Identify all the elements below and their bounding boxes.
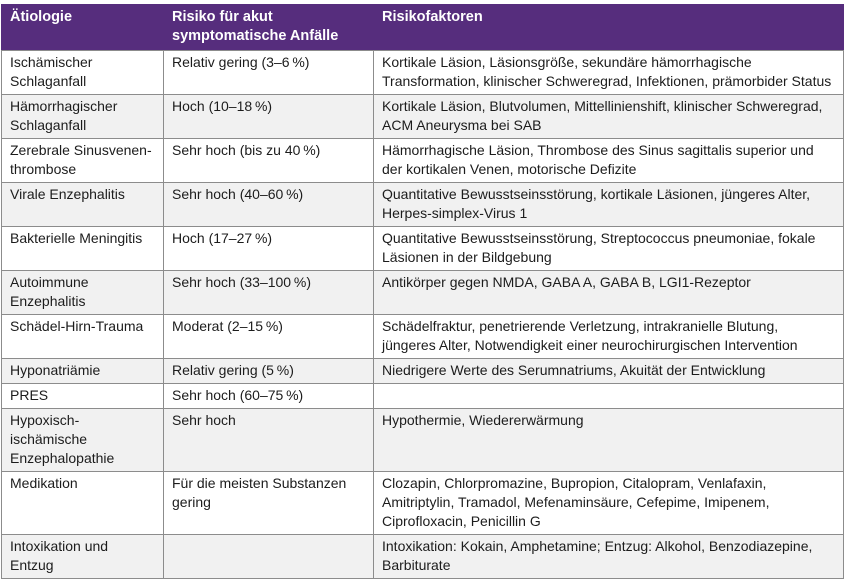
table-row <box>2 227 844 271</box>
cell-risk-factors: Niedrigere Werte des Serumnatriums, Akuität der Entwicklung <box>374 359 844 384</box>
column-header-risk-factors: Risikofaktoren <box>374 5 844 51</box>
cell-risk-factors: Hypothermie, Wiedererwärmung <box>374 409 844 472</box>
table-row <box>2 315 844 359</box>
cell-risk-factors: Intoxikation: Kokain, Amphetamine; Entzug: Alkohol, Benzodiazepine, Barbiturate <box>374 535 844 579</box>
cell-etiology: Hyponatriämie <box>2 359 164 384</box>
cell-risk-factors: Hämorrhagische Läsion, Thrombose des Sinus sagittalis superior und der kortikalen Venen, motorische Defizite <box>374 139 844 183</box>
cell-risk-factors: Clozapin, Chlorpromazine, Bupropion, Citalopram, Venlafaxin, Amitriptylin, Tramadol, Mefenaminsäure, Cefepime, Imipenem, Ciprofloxacin, Penicillin G <box>374 472 844 535</box>
table-row <box>2 384 844 409</box>
table-row <box>2 359 844 384</box>
cell-etiology: Medikation <box>2 472 164 535</box>
cell-etiology: Schädel-Hirn-Trauma <box>2 315 164 359</box>
cell-etiology: Hämorrhagischer Schlaganfall <box>2 95 164 139</box>
table-row <box>2 271 844 315</box>
column-header-risk: Risiko für akut symptomatische Anfälle <box>164 5 374 51</box>
cell-etiology: Zerebrale Sinusvenen-thrombose <box>2 139 164 183</box>
cell-etiology: PRES <box>2 384 164 409</box>
table-body <box>2 51 844 579</box>
table-row <box>2 51 844 95</box>
table-row <box>2 535 844 579</box>
cell-risk: Relativ gering (5 %) <box>164 359 374 384</box>
cell-etiology: Intoxikation und Entzug <box>2 535 164 579</box>
cell-risk: Sehr hoch (40–60 %) <box>164 183 374 227</box>
column-header-etiology: Ätiologie <box>2 5 164 51</box>
cell-risk-factors: Antikörper gegen NMDA, GABA A, GABA B, LGI1-Rezeptor <box>374 271 844 315</box>
table-row <box>2 95 844 139</box>
etiology-risk-table <box>1 4 844 579</box>
cell-etiology: Hypoxisch-ischämische Enzephalopathie <box>2 409 164 472</box>
cell-risk-factors: Quantitative Bewusstseinsstörung, kortikale Läsionen, jüngeres Alter, Herpes-simplex-Virus 1 <box>374 183 844 227</box>
table-row <box>2 472 844 535</box>
table-row <box>2 409 844 472</box>
table-row <box>2 139 844 183</box>
cell-risk: Sehr hoch (60–75 %) <box>164 384 374 409</box>
cell-risk-factors: Kortikale Läsion, Läsionsgröße, sekundäre hämorrhagische Transformation, klinischer Schweregrad, Infektionen, prämorbider Status <box>374 51 844 95</box>
cell-risk-factors: Kortikale Läsion, Blutvolumen, Mittellinienshift, klinischer Schweregrad, ACM Aneurysma bei SAB <box>374 95 844 139</box>
cell-etiology: Bakterielle Meningitis <box>2 227 164 271</box>
cell-risk-factors <box>374 384 844 409</box>
cell-etiology: Virale Enzephalitis <box>2 183 164 227</box>
cell-risk: Sehr hoch (bis zu 40 %) <box>164 139 374 183</box>
cell-risk: Sehr hoch <box>164 409 374 472</box>
cell-risk: Für die meisten Substanzen gering <box>164 472 374 535</box>
cell-etiology: Ischämischer Schlaganfall <box>2 51 164 95</box>
header-row <box>2 5 844 51</box>
table-row <box>2 183 844 227</box>
table-header <box>2 5 844 51</box>
cell-risk: Hoch (10–18 %) <box>164 95 374 139</box>
cell-risk: Relativ gering (3–6 %) <box>164 51 374 95</box>
cell-risk: Moderat (2–15 %) <box>164 315 374 359</box>
cell-risk-factors: Quantitative Bewusstseinsstörung, Streptococcus pneumoniae, fokale Läsionen in der Bildgebung <box>374 227 844 271</box>
cell-risk-factors: Schädelfraktur, penetrierende Verletzung, intrakranielle Blutung, jüngeres Alter, Notwendigkeit einer neurochirurgischen Intervention <box>374 315 844 359</box>
cell-risk <box>164 535 374 579</box>
cell-etiology: Autoimmune Enzephalitis <box>2 271 164 315</box>
cell-risk: Sehr hoch (33–100 %) <box>164 271 374 315</box>
cell-risk: Hoch (17–27 %) <box>164 227 374 271</box>
